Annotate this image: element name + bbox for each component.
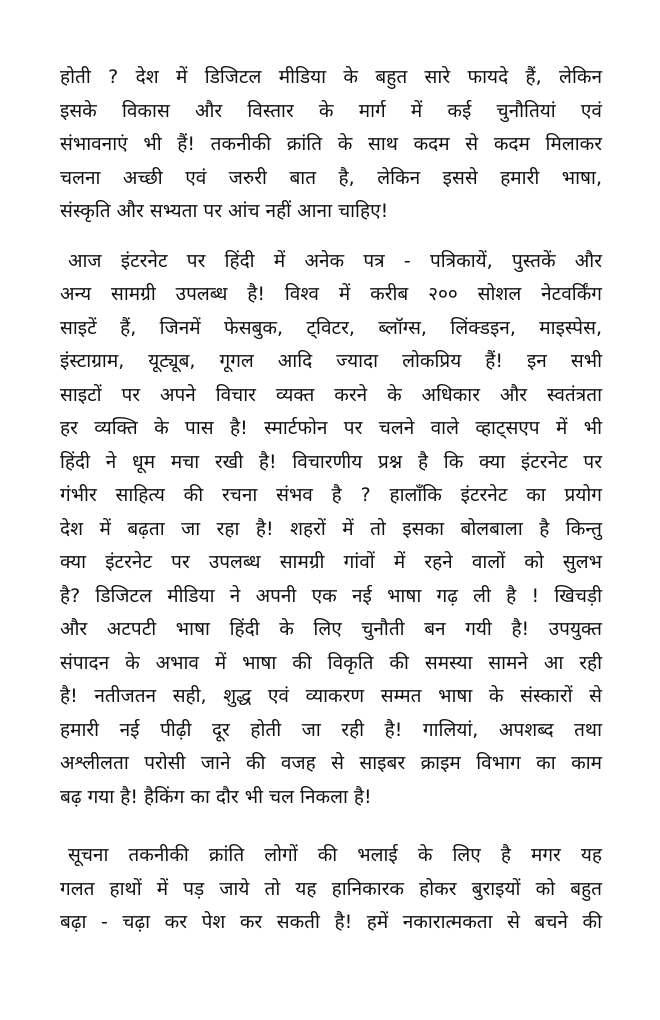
text-line: और अटपटी भाषा हिंदी के लिए चुनौती बन गयी है! उपयुक्त — [60, 618, 602, 640]
text-line: सूचना तकनीकी क्रांति लोगों की भलाई के लिए है मगर यह — [68, 844, 602, 866]
text-line: है? डिजिटल मीडिया ने अपनी एक नई भाषा गढ़ ली है ! खिचड़ी — [60, 584, 602, 607]
text-line: गंभीर साहित्य की रचना संभव है ? हालाँकि इंटरनेट का प्रयोग — [60, 484, 602, 506]
text-line: देश में बढ़ता जा रहा है! शहरों में तो इसका बोलबाला है किन्तु — [60, 517, 602, 540]
text-line: अन्य सामग्री उपलब्ध है! विश्व में करीब २०० सोशल नेटवर्किंग — [60, 283, 602, 305]
text-line: हिंदी ने धूम मचा रखी है! विचारणीय प्रश्न है कि क्या इंटरनेट पर — [60, 450, 602, 473]
text-line: क्या इंटरनेट पर उपलब्ध सामग्री गांवों में रहने वालों को सुलभ — [60, 551, 602, 573]
text-line: साइटों पर अपने विचार व्यक्त करने के अधिकार और स्वतंत्रता — [60, 383, 602, 406]
text-line: संपादन के अभाव में भाषा की विकृति की समस्या सामने आ रही — [60, 651, 602, 674]
text-line: चलना अच्छी एवं जरुरी बात है, लेकिन इससे हमारी भाषा, — [60, 166, 602, 189]
text-line: है! नतीजतन सही, शुद्ध एवं व्याकरण सम्मत भाषा के संस्कारों से — [60, 685, 602, 707]
text-line: बढ़ा - चढ़ा कर पेश कर सकती है! हमें नकारात्मकता से बचने की — [60, 911, 602, 933]
text-line: अश्लीलता परोसी जाने की वजह से साइबर क्राइम विभाग का काम — [60, 752, 602, 774]
text-line: संस्कृति और सभ्यता पर आंच नहीं आना चाहिए! — [60, 200, 389, 222]
text-line: इसके विकास और विस्तार के मार्ग में कई चुनौतियां एवं — [60, 99, 602, 122]
text-line: हर व्यक्ति के पास है! स्मार्टफोन पर चलने वाले व्हाट्सएप में भी — [60, 417, 602, 439]
paragraph-2 — [60, 245, 602, 815]
document-page — [60, 61, 602, 940]
text-line: होती ? देश में डिजिटल मीडिया के बहुत सारे फायदे हैं, लेकिन — [60, 66, 602, 88]
text-line: हमारी नई पीढ़ी दूर होती जा रही है! गालियां, अपशब्द तथा — [60, 718, 602, 741]
text-line: बढ़ गया है! हैकिंग का दौर भी चल निकला है! — [60, 785, 372, 808]
text-line: संभावनाएं भी हैं! तकनीकी क्रांति के साथ कदम से कदम मिलाकर — [60, 133, 602, 155]
paragraph-3 — [60, 839, 602, 940]
text-line: गलत हाथों में पड़ जाये तो यह हानिकारक होकर बुराइयों को बहुत — [60, 877, 602, 900]
paragraph-1 — [60, 61, 602, 229]
text-line: आज इंटरनेट पर हिंदी में अनेक पत्र - पत्रिकायें, पुस्तकें और — [68, 249, 602, 272]
text-line: इंस्टाग्राम, यूट्यूब, गूगल आदि ज्यादा लोकप्रिय हैं! इन सभी — [60, 350, 602, 372]
text-line: साइटें हैं, जिनमें फेसबुक, ट्विटर, ब्लॉग्स, लिंक्डइन, माइस्पेस, — [60, 316, 602, 339]
